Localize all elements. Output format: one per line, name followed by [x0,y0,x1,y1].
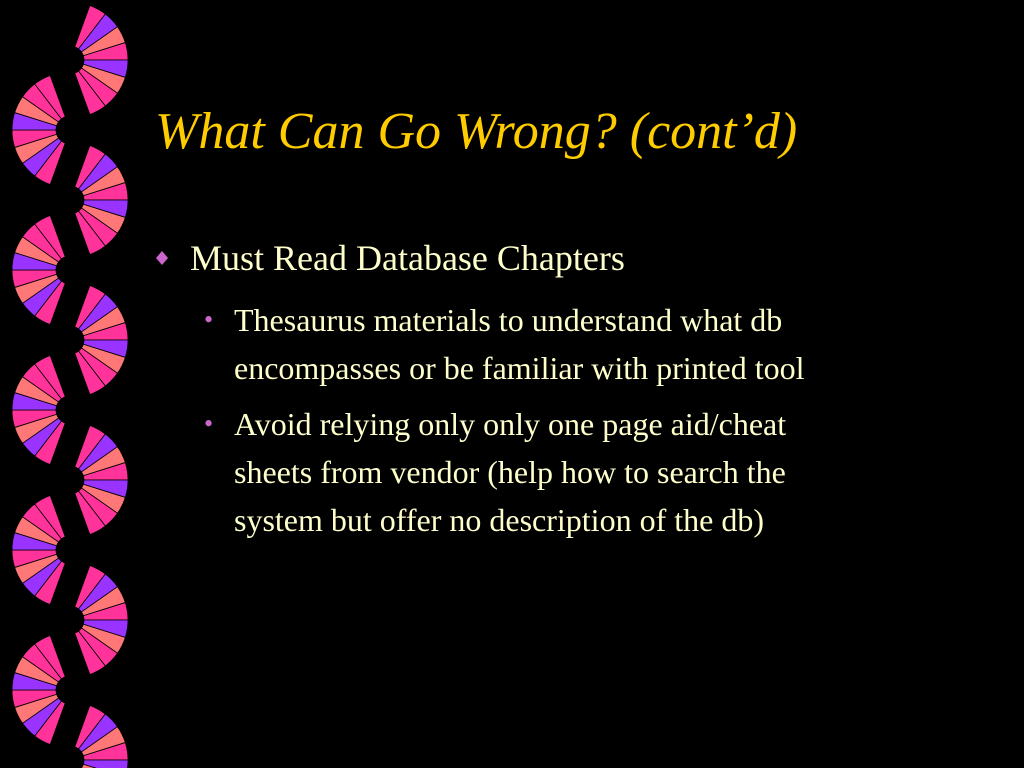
dot-bullet-icon: • [204,305,214,334]
sub-bullet [204,400,990,544]
bullet-text: Must Read Database Chapters [190,238,625,278]
bullet-level1 [150,236,990,280]
border-fan-segment [75,705,128,768]
border-fan-segment [75,425,128,534]
border-fan-segment [75,285,128,394]
sub-bullet-line: sheets from vendor (help how to search the [234,454,786,490]
sub-bullet-line: system but offer no description of the db) [234,502,764,538]
slide-title: What Can Go Wrong? (cont’d) [155,103,798,160]
border-fan-segment [12,635,65,744]
dot-bullet-icon: • [204,409,214,438]
sub-bullet-line: encompasses or be familiar with printed tool [234,350,805,386]
decorative-border [0,0,140,768]
border-fan-segment [12,75,65,184]
slide-body [150,236,990,544]
sub-bullet [204,296,990,392]
border-fan-segment [75,5,128,114]
border-fan-segment [12,355,65,464]
border-fan-segment [75,565,128,674]
border-fan-segment [75,145,128,254]
sub-bullet-line: Avoid relying only only one page aid/cheat [234,406,787,442]
sub-bullet-line: Thesaurus materials to understand what db [234,302,783,338]
border-fan-segment [12,215,65,324]
border-fan-segment [12,495,65,604]
diamond-bullet-icon [152,248,172,268]
